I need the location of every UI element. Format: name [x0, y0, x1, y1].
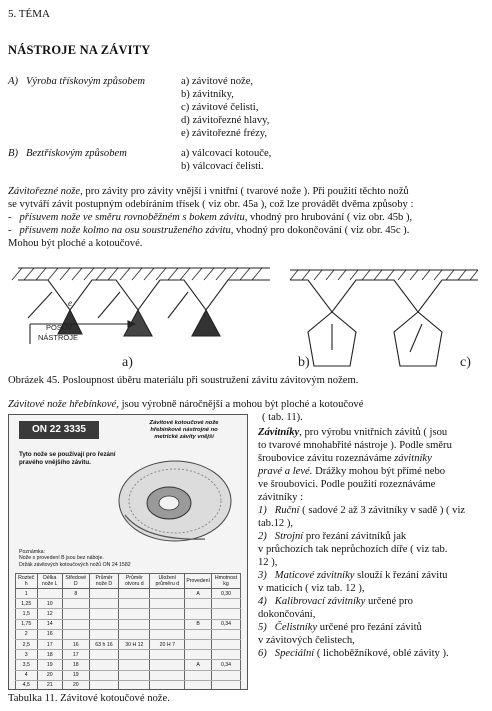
- right-line2: to tvarové mnohabřité nástroje ). Podle směru: [258, 440, 452, 451]
- disc-knife-drawing: [105, 445, 245, 549]
- item-num: 6): [258, 648, 267, 659]
- table-header-cell: Průměr nože D: [89, 574, 119, 589]
- item-line: v závitových čelistech,: [258, 635, 355, 646]
- table-cell: [150, 660, 185, 670]
- table-cell: [89, 609, 119, 619]
- table-title-line: hřebínkové nástrojné no: [150, 427, 218, 433]
- table-title: [131, 420, 237, 441]
- item-num: 4): [258, 596, 267, 607]
- table-cell: [119, 660, 150, 670]
- tool-c-arrow: [410, 324, 422, 352]
- group-b-list: [181, 147, 271, 173]
- right-line1: , pro výrobu vnitřních závitů ( jsou: [299, 427, 448, 438]
- table-cell: B: [185, 619, 212, 629]
- cut-line: [98, 292, 120, 318]
- table-cell: [89, 599, 119, 609]
- paragraph-comb-knives: [8, 398, 363, 411]
- list-item: e) závitořezné frézy,: [181, 128, 268, 139]
- para1-line4: [8, 224, 413, 237]
- table-cell: 1: [16, 589, 38, 599]
- method-perpendicular: přísuvem nože kolmo na osu soustruženého závitu,: [19, 225, 234, 236]
- table-header-cell: Délka nože L: [37, 574, 63, 589]
- table-11-scan: [8, 414, 248, 690]
- item-rest: určené pro řezání závitů: [317, 622, 422, 633]
- item-line: v průchozích tak neprůchozích díře ( viz tab.: [258, 544, 448, 555]
- item-line: dokončování,: [258, 609, 316, 620]
- tool-tip-3: [192, 310, 220, 336]
- right-line3-it: závitníky: [394, 453, 432, 464]
- table-cell: 4: [16, 670, 38, 680]
- table-title-line: Závitové kotoučové nože: [149, 420, 219, 426]
- table-note-line: Držák závitových kotoučových nožů ON 24 1582: [19, 561, 131, 568]
- list-item: b) závitníky,: [181, 89, 234, 100]
- table-cell: [211, 650, 240, 660]
- item-term: Čelistníky: [274, 622, 318, 633]
- item-term: Speciální: [274, 648, 315, 659]
- table-cell: 30 H 12: [119, 639, 150, 649]
- table-row: [16, 680, 241, 690]
- right-line6: závitníky :: [258, 492, 304, 503]
- table-cell: [63, 619, 90, 629]
- table-cell: [150, 589, 185, 599]
- table-cell: 63 h 16: [89, 639, 119, 649]
- workpiece-hatch-right: [290, 270, 478, 280]
- method-parallel: přísuvem nože ve směru rovnoběžném s bokem závitu,: [19, 212, 248, 223]
- table-cell: [211, 629, 240, 639]
- item-num: 1): [258, 505, 267, 516]
- table-note-line: Nože s provedení B jsou bez náboje.: [19, 555, 104, 562]
- table-cell: 14: [37, 619, 63, 629]
- workpiece-hatch: [12, 268, 262, 280]
- table-cell: 4,5: [16, 680, 38, 690]
- group-b-label: [8, 147, 127, 160]
- table-header-cell: Rozteč h: [16, 574, 38, 589]
- table-cell: 0,34: [211, 619, 240, 629]
- table-cell: 3,5: [16, 660, 38, 670]
- table-cell: 20: [63, 680, 90, 690]
- tap-type-1: [258, 504, 465, 517]
- table-cell: 18: [37, 650, 63, 660]
- table-header-cell: Provedení: [185, 574, 212, 589]
- right-line4-rest: Drážky mohou být přímé nebo: [312, 466, 446, 477]
- table-row: [16, 660, 241, 670]
- table-cell: [119, 670, 150, 680]
- label-posuv: POSUV: [46, 323, 73, 332]
- item-rest: pro řezání závitníků jak: [303, 531, 407, 542]
- table-cell: [119, 629, 150, 639]
- tap-type-5: [258, 621, 465, 634]
- paragraph-thread-knives: [8, 185, 413, 250]
- page-title: NÁSTROJE NA ZÁVITY: [8, 43, 151, 57]
- right-column-taps: [258, 426, 465, 660]
- list-item: c) závitové čelisti,: [181, 102, 259, 113]
- para1-line3: [8, 211, 413, 224]
- right-line4: [258, 465, 465, 478]
- table-header-cell: Průměr otvoru d: [119, 574, 150, 589]
- table-cell: 1,25: [16, 599, 38, 609]
- right-line4-it: pravé a levé.: [258, 466, 313, 477]
- table-desc-line: pravého vnějšího závitu.: [19, 458, 91, 466]
- thread-profile-left: [18, 280, 270, 310]
- table-cell: [119, 619, 150, 629]
- table-cell: [89, 670, 119, 680]
- table-cell: [119, 599, 150, 609]
- table-cell: A: [185, 660, 212, 670]
- table-cell: [63, 609, 90, 619]
- table-row: [16, 619, 241, 629]
- group-a-list: [181, 75, 269, 140]
- group-b-text: Beztřískovým způsobem: [25, 148, 127, 159]
- label-c: c): [460, 355, 471, 370]
- item-num: 3): [258, 570, 267, 581]
- item-line: tab.12 ),: [258, 518, 294, 529]
- table-cell: [211, 609, 240, 619]
- table-header-cell: Hmotnost kg: [211, 574, 240, 589]
- method-parallel-rest: vhodný pro hrubování ( viz obr. 45b ),: [247, 212, 413, 223]
- table-cell: [185, 629, 212, 639]
- table-cell: [185, 650, 212, 660]
- table-row: [16, 629, 241, 639]
- table-cell: 0,30: [211, 589, 240, 599]
- para1-line1: , pro závity pro závity vnější i vnitřní ( tvarové nože ). Při použití těchto nožů: [80, 186, 409, 197]
- para1-line5: Mohou být ploché a kotoučové.: [8, 238, 143, 249]
- table-cell: [89, 680, 119, 690]
- table-body: [16, 589, 241, 691]
- table-cell: [119, 680, 150, 690]
- table-cell: [211, 670, 240, 680]
- label-nastroje: NÁSTROJE: [38, 333, 79, 342]
- tap-type-6: [258, 647, 465, 660]
- table-cell: [89, 589, 119, 599]
- table-cell: 19: [37, 660, 63, 670]
- table-cell: [185, 599, 212, 609]
- table-cell: [150, 629, 185, 639]
- table-cell: 10: [37, 599, 63, 609]
- table-cell: [150, 619, 185, 629]
- table-cell: [119, 609, 150, 619]
- table-cell: 17: [63, 650, 90, 660]
- tap-type-2: [258, 530, 465, 543]
- table-note: [19, 549, 131, 568]
- table-cell: [211, 599, 240, 609]
- table-cell: 8: [63, 589, 90, 599]
- table-cell: 20 H 7: [150, 639, 185, 649]
- table-cell: 20: [37, 670, 63, 680]
- table-cell: 1,75: [16, 619, 38, 629]
- table-cell: [211, 639, 240, 649]
- right-line3-a: šroubovice závitu rozeznáváme: [258, 453, 395, 464]
- tap-type-4: [258, 595, 465, 608]
- table-header-cell: Uložení průměru d: [150, 574, 185, 589]
- section-number: 5. TÉMA: [8, 8, 50, 20]
- item-rest: slouží k řezání závitu: [354, 570, 448, 581]
- table-cell: 21: [37, 680, 63, 690]
- table-code: ON 22 3335: [19, 421, 99, 439]
- item-num: 2): [258, 531, 267, 542]
- group-a-text: Výroba třískovým způsobem: [25, 76, 146, 87]
- item-term: Strojní: [274, 531, 304, 542]
- cut-line: [28, 292, 52, 318]
- list-item: a) válcovací kotouče,: [181, 148, 272, 159]
- table-cell: [119, 650, 150, 660]
- item-term: Maticové závitníky: [274, 570, 355, 581]
- table-header-cell: Středové D: [63, 574, 90, 589]
- table-cell: [185, 639, 212, 649]
- table-caption: Tabulka 11. Závitové kotoučové nože.: [8, 693, 170, 704]
- label-b: b): [298, 355, 310, 370]
- label-e: e: [68, 298, 72, 308]
- table-note-line: Poznámka:: [19, 549, 45, 555]
- dash: -: [8, 225, 12, 236]
- item-term: Kalibrovací závitníky: [274, 596, 366, 607]
- table-cell: [63, 629, 90, 639]
- table-cell: 2,5: [16, 639, 38, 649]
- para2-rest: , jsou výrobně náročnější a mohou být ploché a kotoučové: [116, 399, 364, 410]
- table-title-line: metrické závity vnější: [154, 434, 214, 440]
- item-line: v maticích ( viz tab. 12 ),: [258, 583, 365, 594]
- table-cell: 16: [63, 639, 90, 649]
- para1-line2: se vytváří závit postupným odebíráním třísek ( viz obr. 45a ), což lze provádět dvěma způsoby :: [8, 199, 414, 210]
- table-description: [19, 451, 116, 466]
- table-row: [16, 589, 241, 599]
- group-a-prefix: A): [8, 76, 18, 87]
- group-b-prefix: B): [8, 148, 18, 159]
- table-cell: [211, 680, 240, 690]
- label-a: a): [122, 355, 133, 370]
- table-cell: [150, 680, 185, 690]
- item-num: 5): [258, 622, 267, 633]
- table-cell: 12: [37, 609, 63, 619]
- list-item: a) závitové nože,: [181, 76, 254, 87]
- table-header-row: [16, 574, 241, 589]
- right-line5: ve šroubovici. Podle použití rozeznáváme: [258, 479, 436, 490]
- item-term: Ruční: [274, 505, 300, 516]
- table-row: [16, 639, 241, 649]
- item-rest: ( lichoběžníkové, oblé závity ).: [314, 648, 449, 659]
- table-cell: [63, 599, 90, 609]
- item-rest: ( sadové 2 až 3 závitníky v sadě ) ( viz: [299, 505, 466, 516]
- tap-type-3: [258, 569, 465, 582]
- table-cell: [150, 609, 185, 619]
- tool-c: [394, 312, 442, 366]
- cut-line: [168, 292, 188, 318]
- figure-caption: Obrázek 45. Posloupnost úběru materiálu při soustružení závitu závitovým nožem.: [8, 375, 359, 386]
- table-cell: 3: [16, 650, 38, 660]
- table-cell: 19: [63, 670, 90, 680]
- method-perpendicular-rest: vhodný pro dokončování ( viz obr. 45c ).: [233, 225, 410, 236]
- table-cell: 0,34: [211, 660, 240, 670]
- para2-line2: ( tab. 11).: [262, 412, 303, 423]
- table-cell: 17: [37, 639, 63, 649]
- right-line3: [258, 452, 465, 465]
- table-cell: [119, 589, 150, 599]
- table-cell: [150, 599, 185, 609]
- table-cell: [89, 650, 119, 660]
- table-row: [16, 650, 241, 660]
- table-cell: [150, 670, 185, 680]
- list-item: d) závitořezné hlavy,: [181, 115, 270, 126]
- table-cell: [185, 680, 212, 690]
- disc-bore: [159, 496, 179, 510]
- term-thread-knives: Závitořezné nože: [8, 186, 81, 197]
- table-cell: [89, 619, 119, 629]
- table-cell: 16: [37, 629, 63, 639]
- table-row: [16, 599, 241, 609]
- table-cell: [89, 660, 119, 670]
- thread-profile-right: [290, 280, 478, 312]
- table-cell: 2: [16, 629, 38, 639]
- table-cell: [185, 670, 212, 680]
- item-line: 12 ),: [258, 557, 278, 568]
- term-taps: Závitníky: [258, 427, 300, 438]
- table-row: [16, 609, 241, 619]
- group-a-label: [8, 75, 145, 88]
- term-comb-knives: Závitové nože hřebínkové: [8, 399, 117, 410]
- table-cell: 18: [63, 660, 90, 670]
- table-cell: 1,5: [16, 609, 38, 619]
- figure-thread-cutting-sequence: [8, 262, 486, 370]
- dash: -: [8, 212, 12, 223]
- table-cell: [185, 609, 212, 619]
- dimension-table: [15, 573, 241, 690]
- table-cell: A: [185, 589, 212, 599]
- table-row: [16, 670, 241, 680]
- table-desc-line: Tyto nože se používají pro řezání: [19, 451, 116, 458]
- list-item: b) válcovací čelisti.: [181, 161, 264, 172]
- item-rest: určené pro: [365, 596, 413, 607]
- table-cell: [37, 589, 63, 599]
- table-cell: [89, 629, 119, 639]
- table-cell: [150, 650, 185, 660]
